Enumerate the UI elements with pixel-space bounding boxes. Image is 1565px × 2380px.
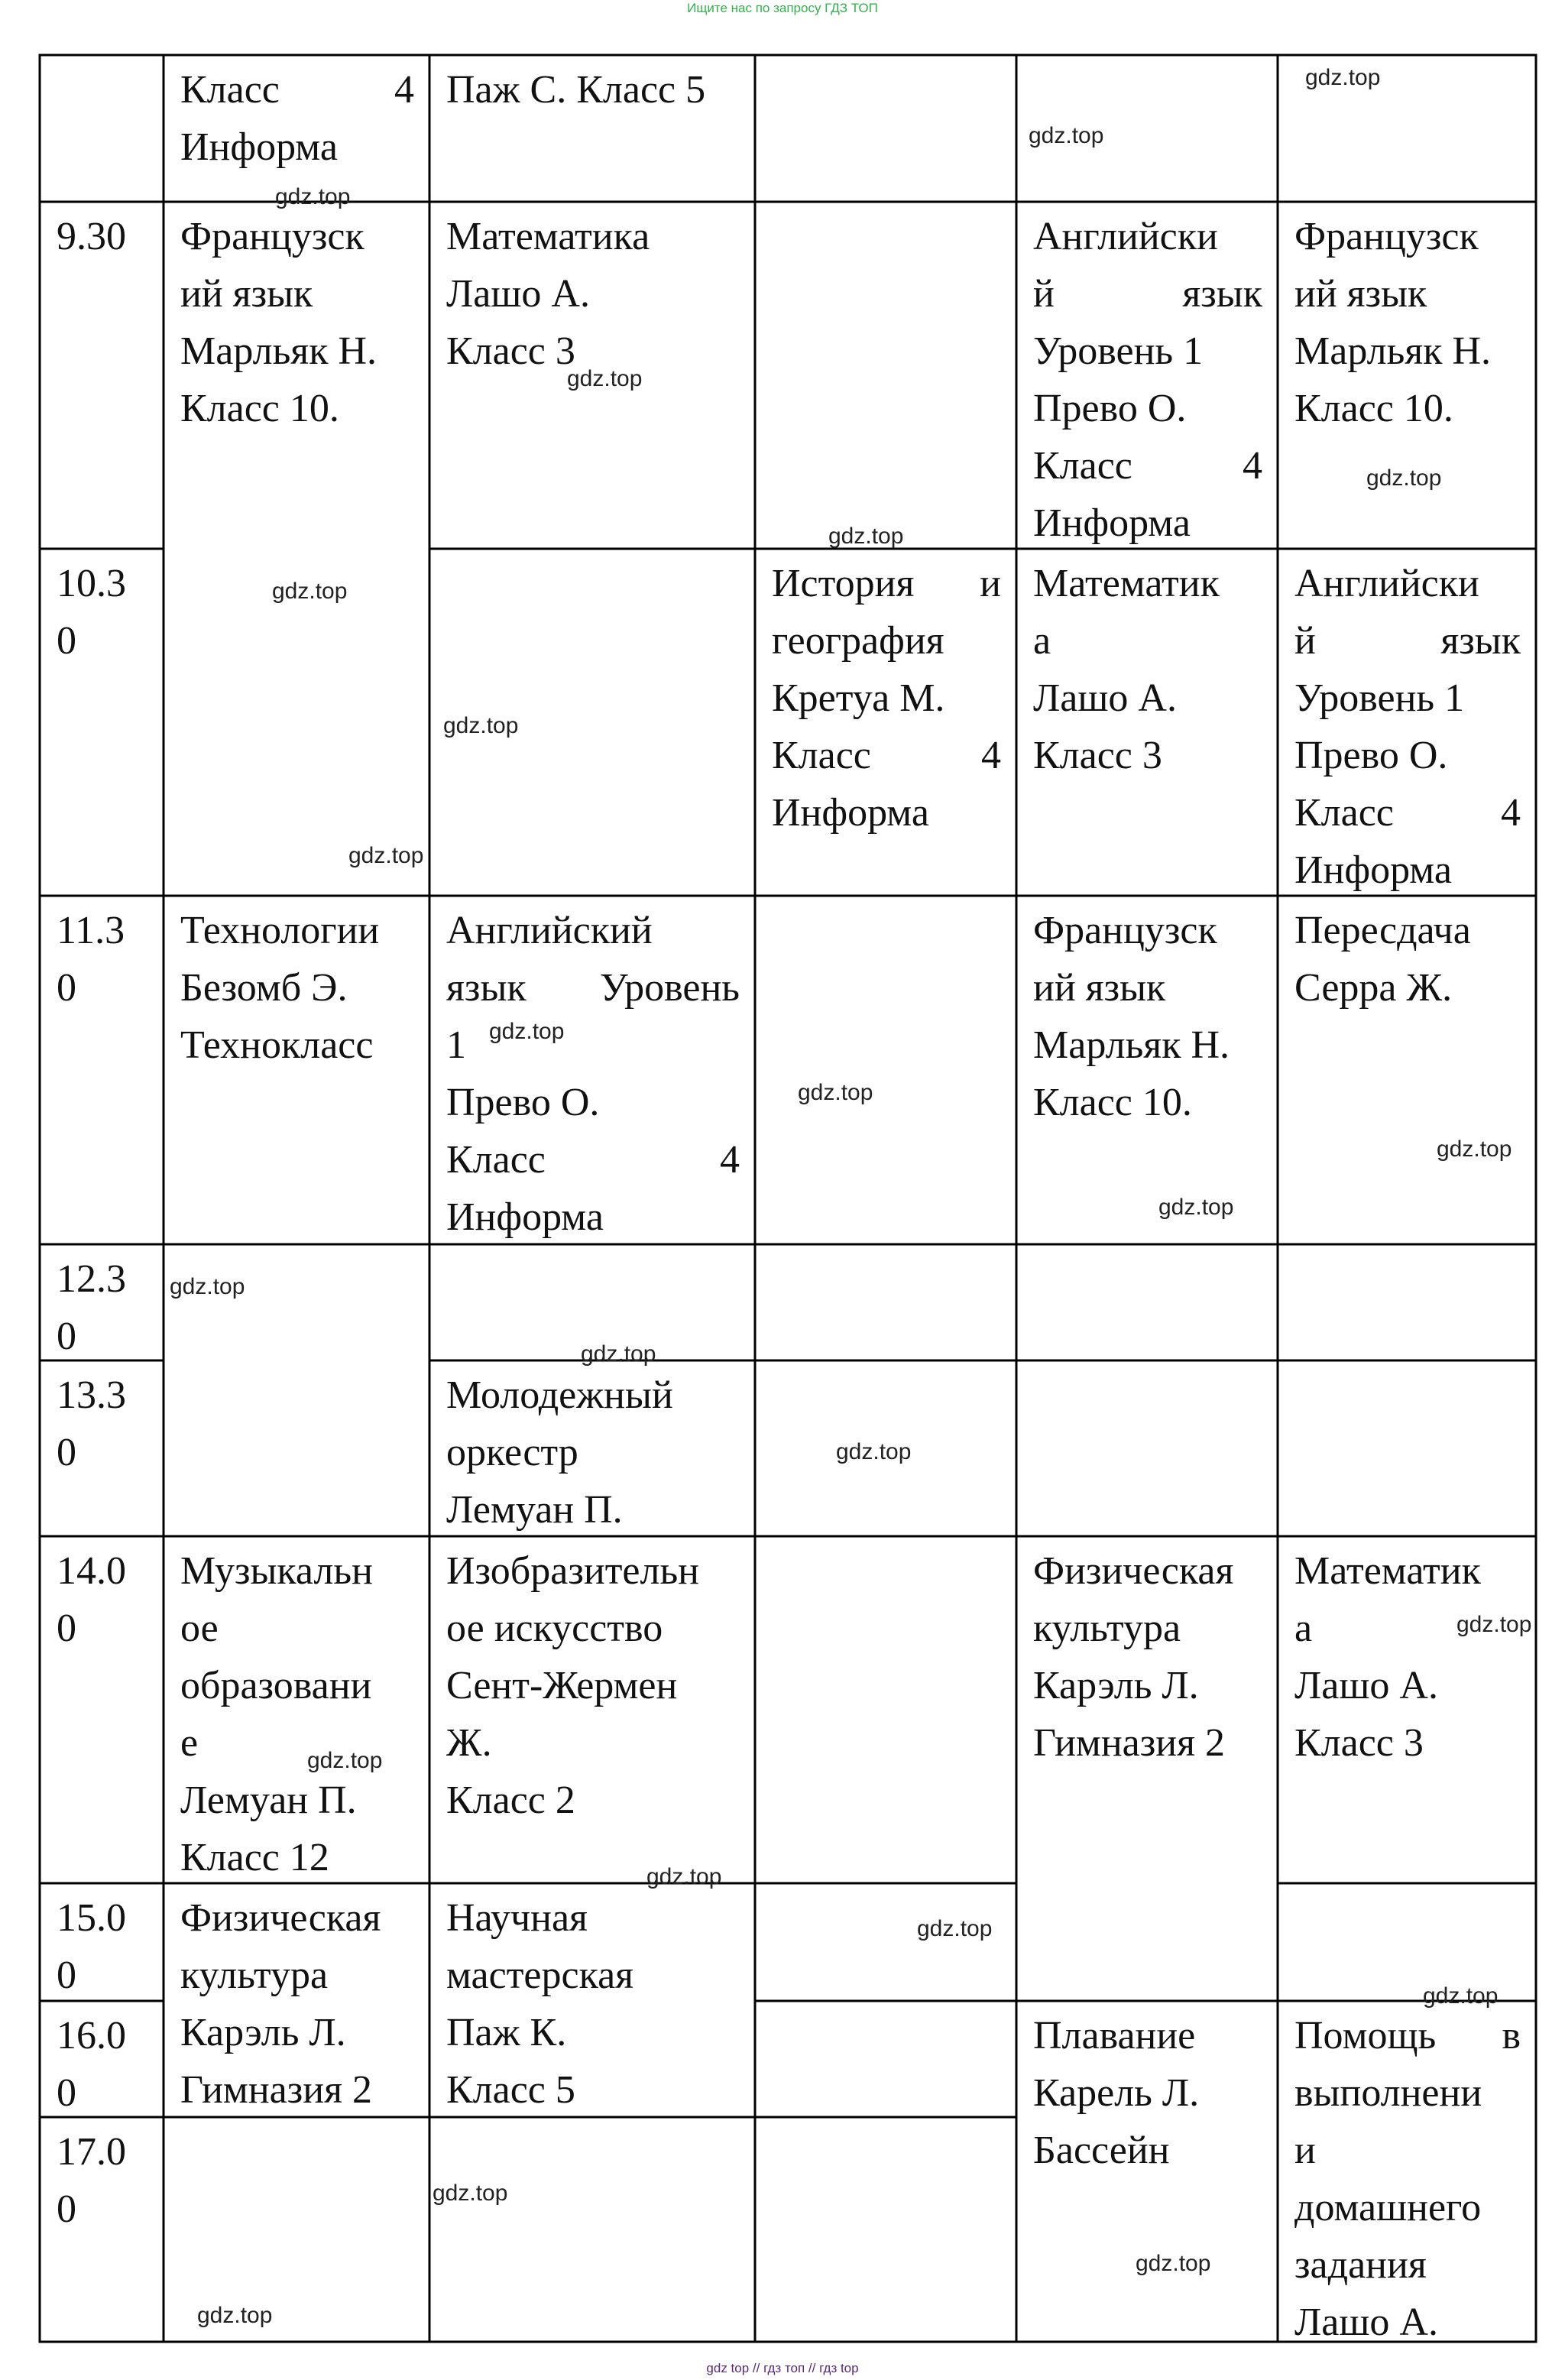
cell-text: география	[772, 619, 945, 663]
watermark: gdz.top	[581, 1341, 656, 1367]
cell-text: Паж К.	[446, 2011, 567, 2054]
watermark: gdz.top	[1423, 1983, 1499, 2009]
cell-text: Информа	[446, 1195, 604, 1239]
time-label-a: 12.3	[57, 1257, 126, 1301]
cell-text: Класс	[1033, 444, 1132, 488]
cell-text: Серра Ж.	[1294, 966, 1453, 1010]
watermark: gdz.top	[197, 2303, 273, 2328]
cell-text: Класс 5	[446, 2068, 575, 2112]
time-cell-r5	[40, 1360, 164, 1536]
cell-text: Изобразительн	[446, 1549, 699, 1593]
cell-text: й	[1294, 619, 1316, 663]
watermark: gdz.top	[275, 184, 351, 209]
cell-text: Карэль Л.	[1033, 1664, 1199, 1707]
cell-text: задания	[1294, 2243, 1427, 2287]
time-label-b: 0	[57, 2071, 76, 2115]
cell-text: Класс 12	[180, 1836, 329, 1879]
watermark: gdz.top	[433, 2181, 508, 2206]
time-cell-r7	[40, 1883, 164, 2001]
cell-text: язык	[1182, 272, 1262, 316]
cell-text: Английски	[1294, 562, 1479, 605]
cell-text: Класс 2	[446, 1779, 575, 1822]
cell-text: культура	[180, 1954, 329, 1997]
cell-text: в	[1502, 2014, 1521, 2057]
time-cell-r1	[40, 202, 164, 549]
cell-text: ое искусство	[446, 1607, 663, 1650]
cell-text: Уровень	[599, 966, 740, 1010]
watermark: gdz.top	[1158, 1195, 1234, 1220]
cell-text: Научная	[446, 1896, 588, 1940]
cell-text: Математика	[446, 215, 650, 258]
cell-text: Класс 10.	[1294, 387, 1453, 430]
cell-text: домашнего	[1294, 2186, 1482, 2229]
cell-text: Марльяк Н.	[1033, 1023, 1230, 1067]
watermark: gdz.top	[798, 1080, 873, 1105]
cell-text: Прево О.	[446, 1081, 600, 1124]
cell-text: Карэль Л.	[180, 2011, 346, 2054]
schedule-cell	[164, 55, 429, 202]
watermark: gdz.top	[1366, 465, 1442, 491]
watermark: gdz.top	[348, 843, 424, 868]
cell-text: Паж С. Класс 5	[446, 68, 706, 112]
cell-text: Гимназия 2	[180, 2068, 373, 2112]
cell-text: Класс 10.	[1033, 1081, 1192, 1124]
cell-text: Лашо А.	[446, 272, 590, 316]
time-label-a: 14.0	[57, 1549, 126, 1593]
cell-text: Прево О.	[1033, 387, 1187, 430]
cell-text: Физическая	[1033, 1549, 1234, 1593]
cell-text: Лемуан П.	[180, 1779, 357, 1822]
cell-text: Уровень 1	[1294, 676, 1465, 720]
cell-text: Технокласс	[180, 1023, 374, 1067]
cell-text: Математик	[1294, 1549, 1481, 1593]
time-label-a: 15.0	[57, 1896, 126, 1940]
watermark: gdz.top	[828, 524, 904, 549]
cell-text: культура	[1033, 1607, 1181, 1650]
watermark: gdz.top	[917, 1916, 993, 1941]
cell-text: 4	[1243, 444, 1262, 488]
cell-text: образовани	[180, 1664, 372, 1707]
schedule-cell	[429, 1883, 755, 2117]
schedule-cell	[1278, 1536, 1536, 1883]
schedule-cell	[164, 1883, 429, 2117]
cell-text: Молодежный	[446, 1373, 673, 1417]
schedule-cell	[1016, 1536, 1278, 2001]
cell-text: ое	[180, 1607, 219, 1650]
cell-text: Английский	[446, 909, 653, 952]
cell-text: Математик	[1033, 562, 1220, 605]
time-cell-r2	[40, 549, 164, 896]
cell-text: 4	[981, 734, 1001, 777]
watermark: gdz.top	[1437, 1136, 1512, 1162]
cell-text: и	[1294, 2129, 1316, 2172]
schedule-cell	[1278, 549, 1536, 896]
time-label-b: 0	[57, 1607, 76, 1650]
cell-text: выполнени	[1294, 2071, 1482, 2115]
cell-text: Технологии	[180, 909, 380, 952]
cell-text: Гимназия 2	[1033, 1721, 1226, 1765]
schedule-cell	[429, 896, 755, 1244]
cell-text: Класс 3	[1294, 1721, 1424, 1765]
cell-text: Помощь	[1294, 2014, 1437, 2057]
cell-text: Класс 3	[446, 329, 575, 373]
cell-text: Лемуан П.	[446, 1488, 623, 1532]
watermark: gdz.top	[1456, 1612, 1532, 1637]
time-label-a: 10.3	[57, 562, 126, 605]
cell-text: Информа	[1033, 501, 1191, 545]
time-label-b: 0	[57, 1431, 76, 1474]
schedule-cell	[1016, 896, 1278, 1244]
cell-text: Французск	[1294, 215, 1479, 258]
cell-text: Класс	[772, 734, 871, 777]
cell-text: Класс	[446, 1138, 546, 1182]
time-label-b: 0	[57, 1315, 76, 1358]
watermark: gdz.top	[567, 366, 643, 391]
cell-text: Информа	[1294, 848, 1452, 892]
cell-text: Плавание	[1033, 2014, 1196, 2057]
schedule-cell	[164, 896, 429, 1244]
time-label-a: 17.0	[57, 2130, 126, 2174]
watermark: gdz.top	[170, 1274, 245, 1299]
cell-text: Бассейн	[1033, 2129, 1170, 2172]
cell-text: Ж.	[446, 1721, 492, 1765]
cell-text: ий язык	[1033, 966, 1166, 1010]
time-label: 9.30	[57, 215, 126, 258]
watermark: gdz.top	[1136, 2251, 1211, 2276]
watermark: gdz.top	[489, 1019, 565, 1044]
watermark: gdz.top	[1029, 123, 1104, 148]
schedule-cell	[164, 1536, 429, 1883]
time-cell-r6	[40, 1536, 164, 1883]
cell-text: Класс 10.	[180, 387, 339, 430]
time-label-b: 0	[57, 966, 76, 1010]
bottom-banner[interactable]: gdz top // гдз топ // гдз top	[706, 2361, 859, 2375]
cell-text: Класс	[180, 68, 280, 112]
cell-text: 4	[394, 68, 414, 112]
time-cell-r8	[40, 2001, 164, 2117]
cell-text: История	[772, 562, 915, 605]
cell-text: оркестр	[446, 1431, 578, 1474]
time-cell-r3	[40, 896, 164, 1244]
cell-text: Пересдача	[1294, 909, 1471, 952]
cell-text: Кретуа М.	[772, 676, 945, 720]
time-label-a: 13.3	[57, 1373, 126, 1417]
cell-text: Класс 3	[1033, 734, 1162, 777]
watermark: gdz.top	[1305, 65, 1381, 90]
schedule-cell	[429, 55, 755, 202]
cell-text: Французск	[180, 215, 365, 258]
watermark: gdz.top	[443, 713, 519, 738]
cell-text: Сент-Жермен	[446, 1664, 678, 1707]
cell-text: 1	[446, 1023, 466, 1067]
cell-text: Марльяк Н.	[180, 329, 377, 373]
cell-text: Информа	[772, 791, 929, 835]
cell-text: Лашо А.	[1033, 676, 1177, 720]
cell-text: язык	[1440, 619, 1521, 663]
schedule-cell	[429, 1536, 755, 1883]
schedule-cell	[1278, 2001, 1536, 2342]
schedule-cell	[755, 549, 1016, 896]
cell-text: мастерская	[446, 1954, 634, 1997]
time-label-a: 11.3	[57, 909, 125, 952]
cell-text: Английски	[1033, 215, 1218, 258]
cell-text: й	[1033, 272, 1055, 316]
time-label-b: 0	[57, 1954, 76, 1997]
schedule-cell	[1278, 896, 1536, 1244]
cell-text: Класс	[1294, 791, 1394, 835]
cell-text: язык	[446, 966, 527, 1010]
cell-text: Музыкальн	[180, 1549, 373, 1593]
cell-text: Лашо А.	[1294, 1664, 1438, 1707]
cell-text: 4	[1501, 791, 1521, 835]
cell-text: Карель Л.	[1033, 2071, 1200, 2115]
cell-text: ий язык	[1294, 272, 1427, 316]
watermark: gdz.top	[836, 1439, 912, 1464]
schedule-cell	[1016, 549, 1278, 896]
cell-text: а	[1294, 1607, 1313, 1650]
watermark: gdz.top	[646, 1864, 722, 1889]
time-cell-r9	[40, 2117, 164, 2342]
watermark: gdz.top	[272, 579, 348, 604]
cell-text: Марльяк Н.	[1294, 329, 1492, 373]
cell-text: Уровень 1	[1033, 329, 1204, 373]
time-label-b: 0	[57, 619, 76, 663]
cell-text: Французск	[1033, 909, 1217, 952]
cell-text: Прево О.	[1294, 734, 1448, 777]
cell-text: а	[1033, 619, 1051, 663]
time-label-a: 16.0	[57, 2014, 126, 2057]
top-banner[interactable]: Ищите нас по запросу ГДЗ ТОП	[687, 1, 878, 15]
schedule-cell	[1016, 202, 1278, 549]
cell-text: 4	[720, 1138, 740, 1182]
cell-text: Физическая	[180, 1896, 381, 1940]
cell-text: и	[980, 562, 1001, 605]
schedule-cell	[164, 202, 429, 896]
schedule-cell	[1016, 2001, 1278, 2342]
cell-text: Безомб Э.	[180, 966, 348, 1010]
cell-text: Лашо А.	[1294, 2301, 1438, 2342]
time-label-b: 0	[57, 2187, 76, 2231]
time-cell-r4	[40, 1244, 164, 1360]
cell-text: е	[180, 1721, 199, 1765]
schedule-cell	[1278, 202, 1536, 549]
schedule-cell	[429, 1360, 755, 1536]
cell-text: ий язык	[180, 272, 313, 316]
cell-text: Информа	[180, 125, 338, 169]
watermark: gdz.top	[307, 1748, 383, 1773]
